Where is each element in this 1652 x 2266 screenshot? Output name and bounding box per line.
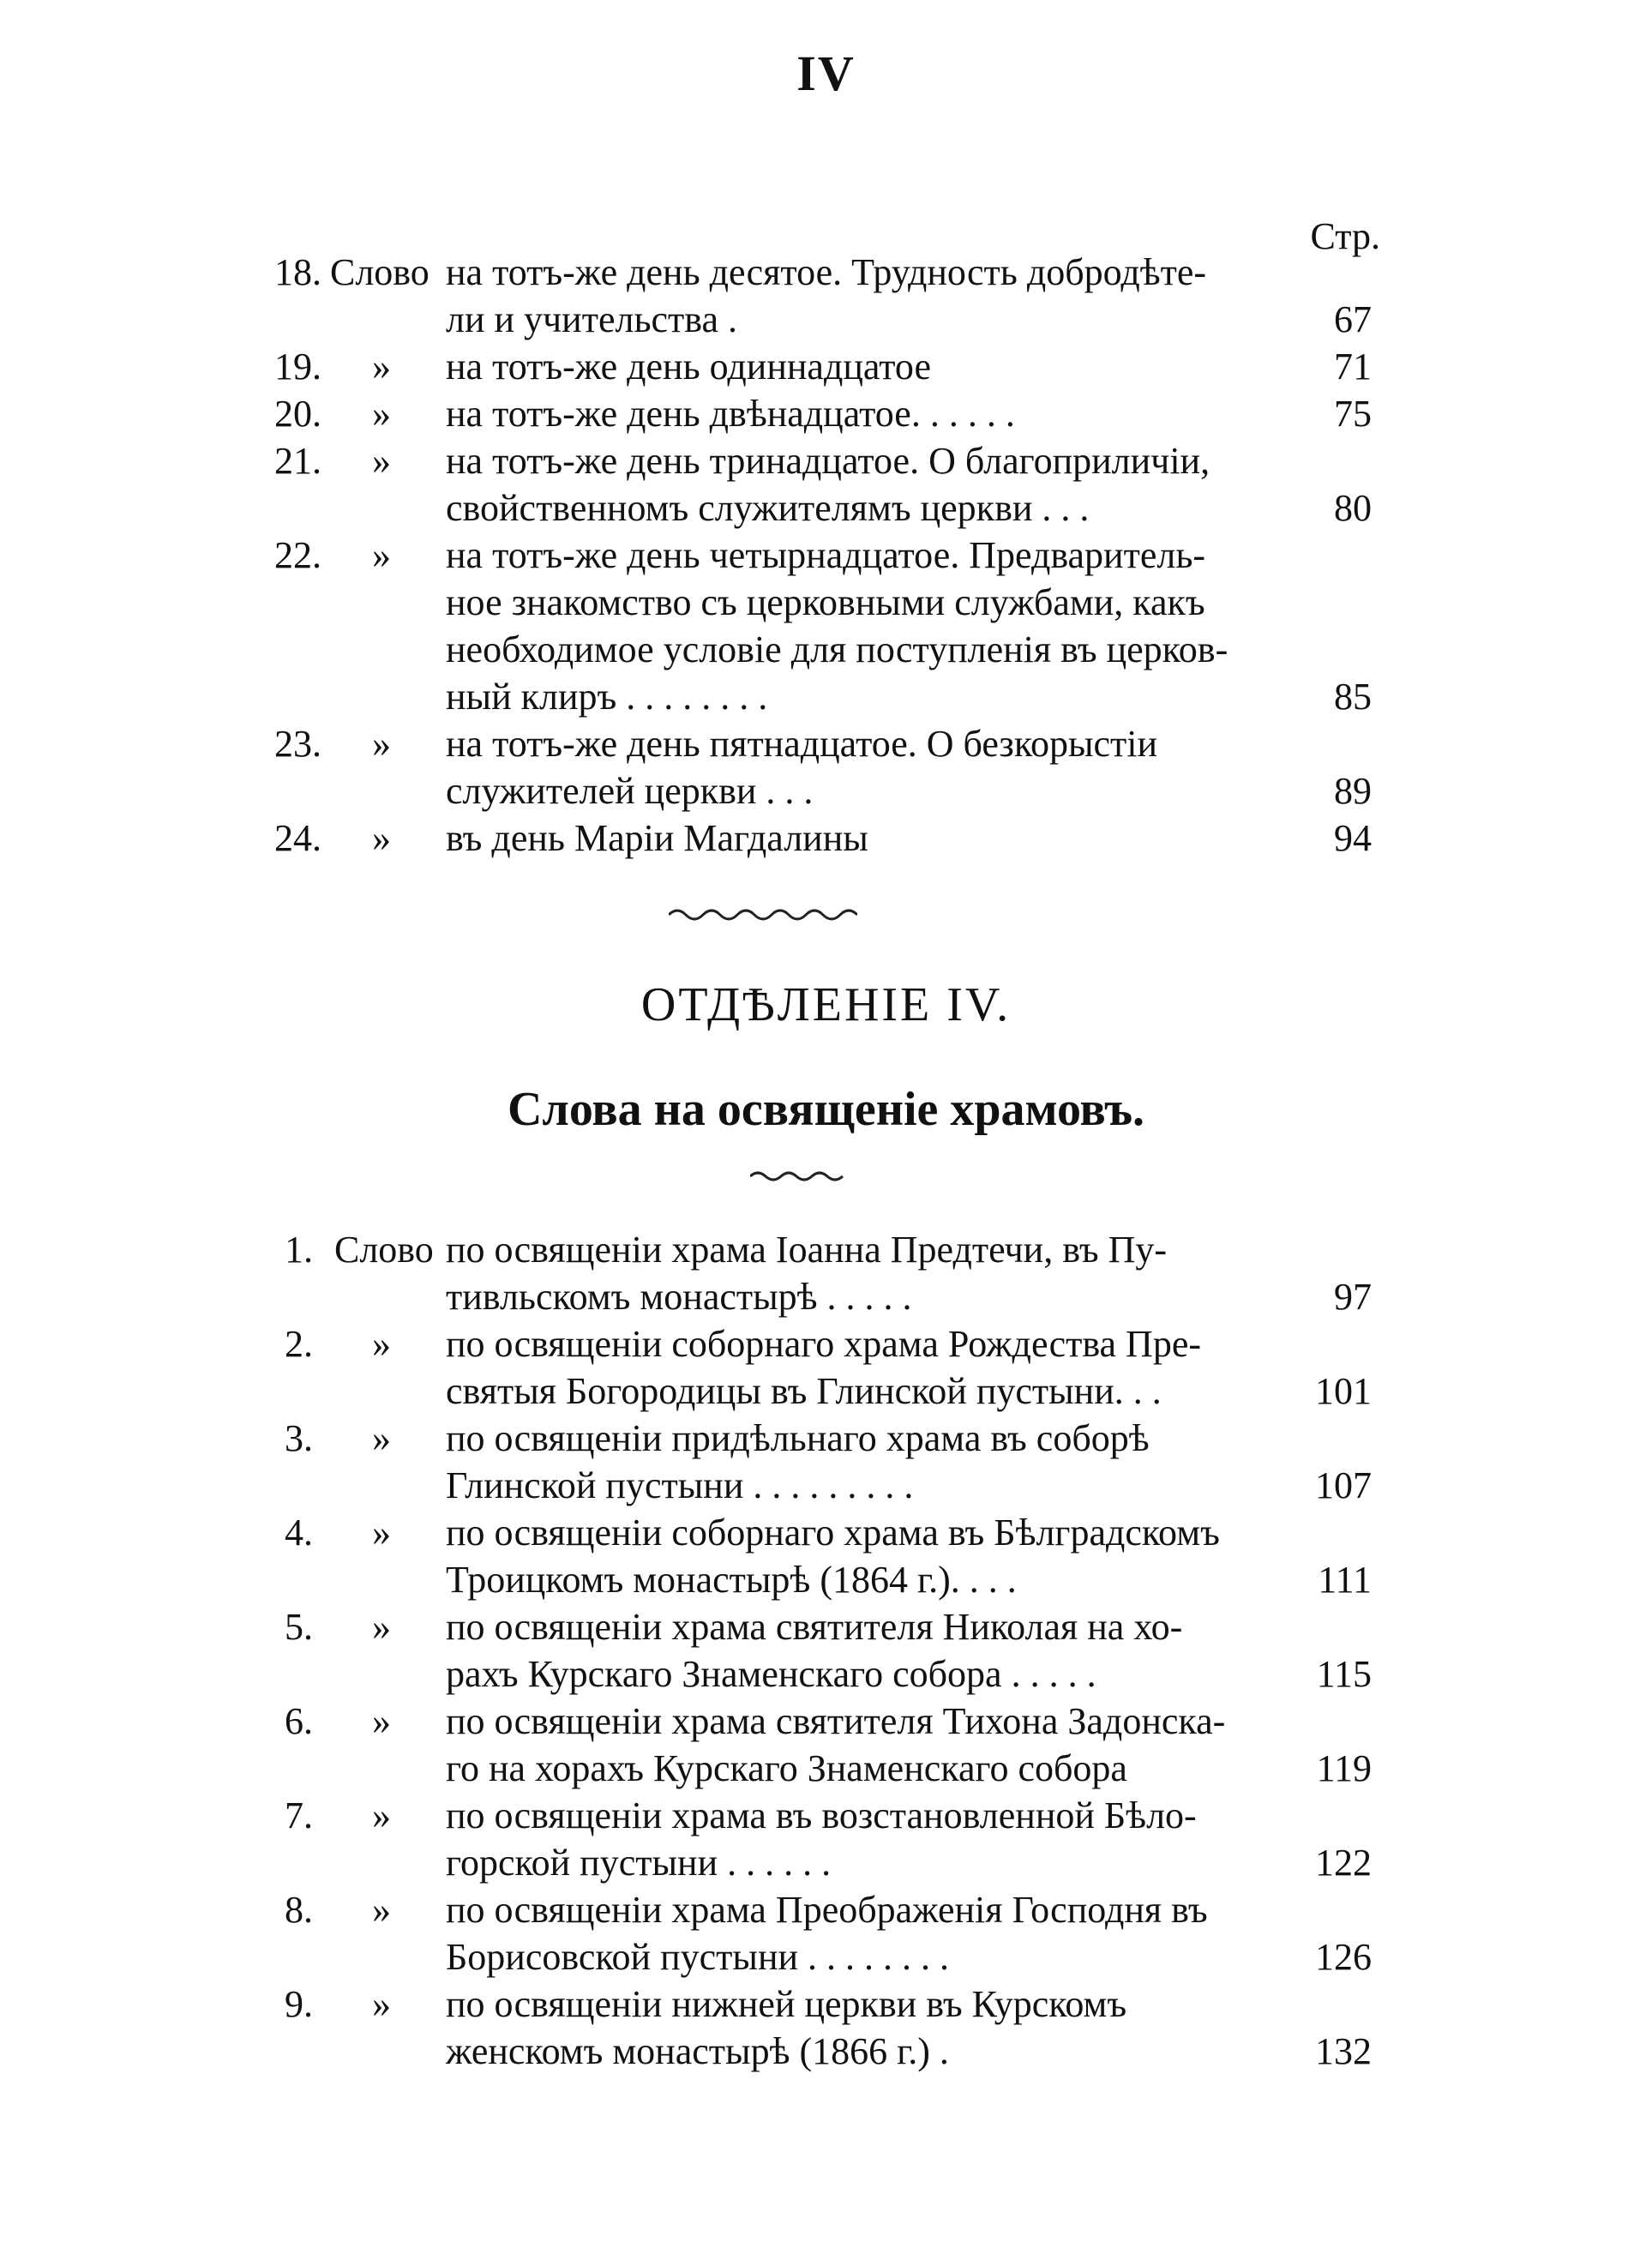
toc-line [0,2028,1652,2075]
toc-entry-number: 5. [285,1606,313,1648]
toc-page-number: 107 [1315,1464,1372,1506]
toc-entry-text: по освященіи храма Преображенія Господня въ [446,1889,1208,1931]
toc-entry-number: 22. [274,534,321,576]
toc-line [0,249,1652,296]
toc-entry-text: служителей церкви . . . [446,770,814,812]
section-subtitle: Слова на освященіе храмовъ. [507,1083,1145,1136]
toc-entry-text: ное знакомство съ церковными службами, какъ [446,581,1205,623]
toc-entry-number: 6. [285,1700,313,1742]
toc-line [0,1509,1652,1556]
toc-entry-text: по освященіи храма святителя Тихона Задонска- [446,1700,1226,1742]
section-title: ОТДѢЛЕНІЕ IV. [640,978,1012,1031]
toc-line [0,1556,1652,1603]
toc-entry-text: тивльскомъ монастырѣ . . . . . [446,1276,912,1318]
toc-entry-number: 20. [274,393,321,435]
page-column-header: Стр. [1310,215,1380,257]
toc-line [0,1226,1652,1273]
toc-page-number: 97 [1334,1276,1372,1318]
toc-ditto-mark: » [372,1606,391,1648]
toc-list-part-b [0,1226,1652,2075]
toc-entry-text: горской пустыни . . . . . . [446,1842,832,1884]
toc-line [0,532,1652,579]
toc-page-number: 80 [1334,487,1372,529]
toc-entry-text: свойственномъ служителямъ церкви . . . [446,487,1090,529]
toc-line [0,296,1652,343]
toc-entry-text: по освященіи храма святителя Николая на хо- [446,1606,1183,1648]
toc-line [0,673,1652,720]
toc-page-number: 119 [1316,1747,1372,1789]
toc-entry-text: по освященіи соборнаго храма Рождества Пре- [446,1323,1202,1365]
toc-ditto-mark: » [372,534,391,576]
toc-line [0,1367,1652,1415]
toc-line [0,390,1652,437]
toc-ditto-mark: » [372,393,391,435]
toc-ditto-mark: » [372,440,391,482]
toc-ditto-mark: » [372,1983,391,2025]
toc-page-number: 111 [1318,1559,1372,1601]
toc-entry-number: 3. [285,1417,313,1459]
toc-entry-text: по освященіи соборнаго храма въ Бѣлградскомъ [446,1512,1220,1554]
toc-page-number: 122 [1315,1842,1372,1884]
toc-entry-text: Троицкомъ монастырѣ (1864 г.). . . . [446,1559,1017,1601]
toc-entry-number: 24. [274,817,321,859]
ornamental-divider-top [669,905,857,925]
toc-page-number: 115 [1316,1653,1372,1695]
toc-page-number: 67 [1334,298,1372,340]
toc-entry-number: 23. [274,723,321,765]
toc-line [0,626,1652,673]
toc-ditto-mark: » [372,723,391,765]
toc-entry-number: 19. [274,346,321,388]
toc-entry-text: по освященіи нижней церкви въ Курскомъ [446,1983,1127,2025]
toc-line [0,343,1652,390]
toc-entry-number: 8. [285,1889,313,1931]
toc-line [0,1603,1652,1650]
toc-entry-text: по освященіи храма въ возстановленной Бѣло- [446,1794,1197,1836]
toc-entry-text: Глинской пустыни . . . . . . . . . [446,1464,914,1506]
toc-entry-number: 7. [285,1794,313,1836]
toc-entry-text: на тотъ-же день тринадцатое. О благоприличіи, [446,440,1210,482]
toc-entry-text: необходимое условіе для поступленія въ церков- [446,628,1228,670]
toc-entry-text: на тотъ-же день четырнадцатое. Предваритель- [446,534,1206,576]
toc-entry-text: ный клиръ . . . . . . . . [446,676,768,718]
toc-ditto-mark: » [372,1512,391,1554]
toc-line [0,484,1652,532]
toc-line [0,1273,1652,1320]
toc-ditto-mark: » [372,817,391,859]
toc-page-number: 85 [1334,676,1372,718]
toc-entry-text: на тотъ-же день десятое. Трудность добродѣте- [446,251,1207,293]
toc-entry-text: на тотъ-же день пятнадцатое. О безкорыстіи [446,723,1158,765]
toc-entry-text: въ день Маріи Магдалины [446,817,868,859]
toc-entry-text: го на хорахъ Курскаго Знаменскаго собора [446,1747,1127,1789]
toc-entry-number: 4. [285,1512,313,1554]
toc-line [0,767,1652,814]
toc-list-part-a [0,249,1652,862]
toc-entry-number: 21. [274,440,321,482]
toc-line [0,1792,1652,1839]
toc-entry-number: 1. [285,1229,313,1271]
toc-page-number: 89 [1334,770,1372,812]
toc-entry-text: святыя Богородицы въ Глинской пустыни. . . [446,1370,1162,1412]
toc-line [0,1462,1652,1509]
toc-ditto-mark: » [372,1889,391,1931]
toc-entry-word: Слово [334,1229,434,1271]
toc-line [0,1415,1652,1462]
toc-line [0,579,1652,626]
toc-line [0,1320,1652,1367]
toc-line [0,437,1652,484]
toc-entry-text: на тотъ-же день одиннадцатое [446,346,931,388]
toc-ditto-mark: » [372,1323,391,1365]
toc-entry-text: женскомъ монастырѣ (1866 г.) . [446,2030,949,2072]
page-number: IV [796,45,856,101]
toc-entry-number: 2. [285,1323,313,1365]
toc-page-number: 126 [1315,1936,1372,1978]
toc-entry-text: по освященіи храма Іоанна Предтечи, въ Пу- [446,1229,1168,1271]
toc-entry-text: по освященіи придѣльнаго храма въ соборѣ [446,1417,1150,1459]
toc-entry-text: Борисовской пустыни . . . . . . . . [446,1936,950,1978]
toc-line [0,1839,1652,1886]
toc-ditto-mark: » [372,1700,391,1742]
toc-ditto-mark: » [372,1794,391,1836]
toc-page-number: 94 [1334,817,1372,859]
toc-entry-number: 18. [274,251,321,293]
toc-page-number: 101 [1315,1370,1372,1412]
toc-entry-word: Слово [330,251,430,293]
toc-line [0,814,1652,862]
toc-line [0,1886,1652,1933]
toc-line [0,1933,1652,1980]
toc-page-number: 132 [1315,2030,1372,2072]
toc-entry-text: ли и учительства . [446,298,737,340]
ornamental-divider-bottom [750,1168,844,1185]
toc-ditto-mark: » [372,346,391,388]
toc-entry-number: 9. [285,1983,313,2025]
toc-line [0,1698,1652,1745]
toc-entry-text: рахъ Курскаго Знаменскаго собора . . . . . [446,1653,1096,1695]
toc-line [0,720,1652,767]
toc-line [0,1650,1652,1698]
toc-page-number: 75 [1334,393,1372,435]
toc-ditto-mark: » [372,1417,391,1459]
toc-line [0,1745,1652,1792]
toc-entry-text: на тотъ-же день двѣнадцатое. . . . . . [446,393,1015,435]
toc-line [0,1980,1652,2028]
toc-page-number: 71 [1334,346,1372,388]
